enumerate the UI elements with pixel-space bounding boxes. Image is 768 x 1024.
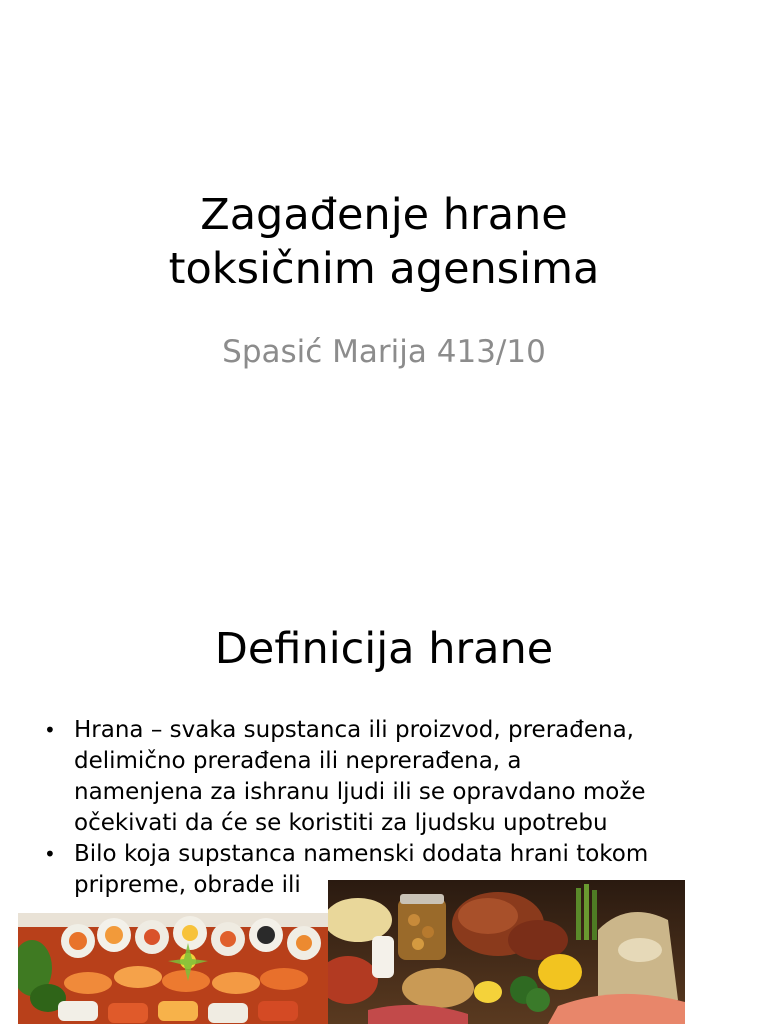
food-image: [328, 880, 685, 1024]
bullet-line: namenjena za ishranu ljudi ili se opravdano može: [74, 779, 646, 805]
bullet-item: [38, 715, 738, 839]
bullet-dot-icon: •: [44, 842, 56, 866]
presentation-title: [0, 188, 768, 296]
bullet-line: Hrana – svaka supstanca ili proizvod, prerađena,: [74, 717, 634, 743]
bullet-dot-icon: •: [44, 718, 56, 742]
bullet-line: očekivati da će se koristiti za ljudsku upotrebu: [74, 810, 608, 836]
author-subtitle: Spasić Marija 413/10: [222, 334, 546, 370]
bullet-line: Bilo koja supstanca namenski dodata hrani tokom: [74, 841, 649, 867]
bullet-line: delimično prerađena ili neprerađena, a: [74, 748, 522, 774]
title-line-2: toksičnim agensima: [168, 244, 600, 294]
definition-slide: [0, 576, 768, 1024]
title-line-1: Zagađenje hrane: [200, 190, 568, 240]
slide-title: Definicija hrane: [214, 624, 554, 674]
sushi-image: [18, 913, 330, 1024]
bullet-line: pripreme, obrade ili: [74, 872, 301, 898]
bullet-list: [38, 715, 738, 901]
